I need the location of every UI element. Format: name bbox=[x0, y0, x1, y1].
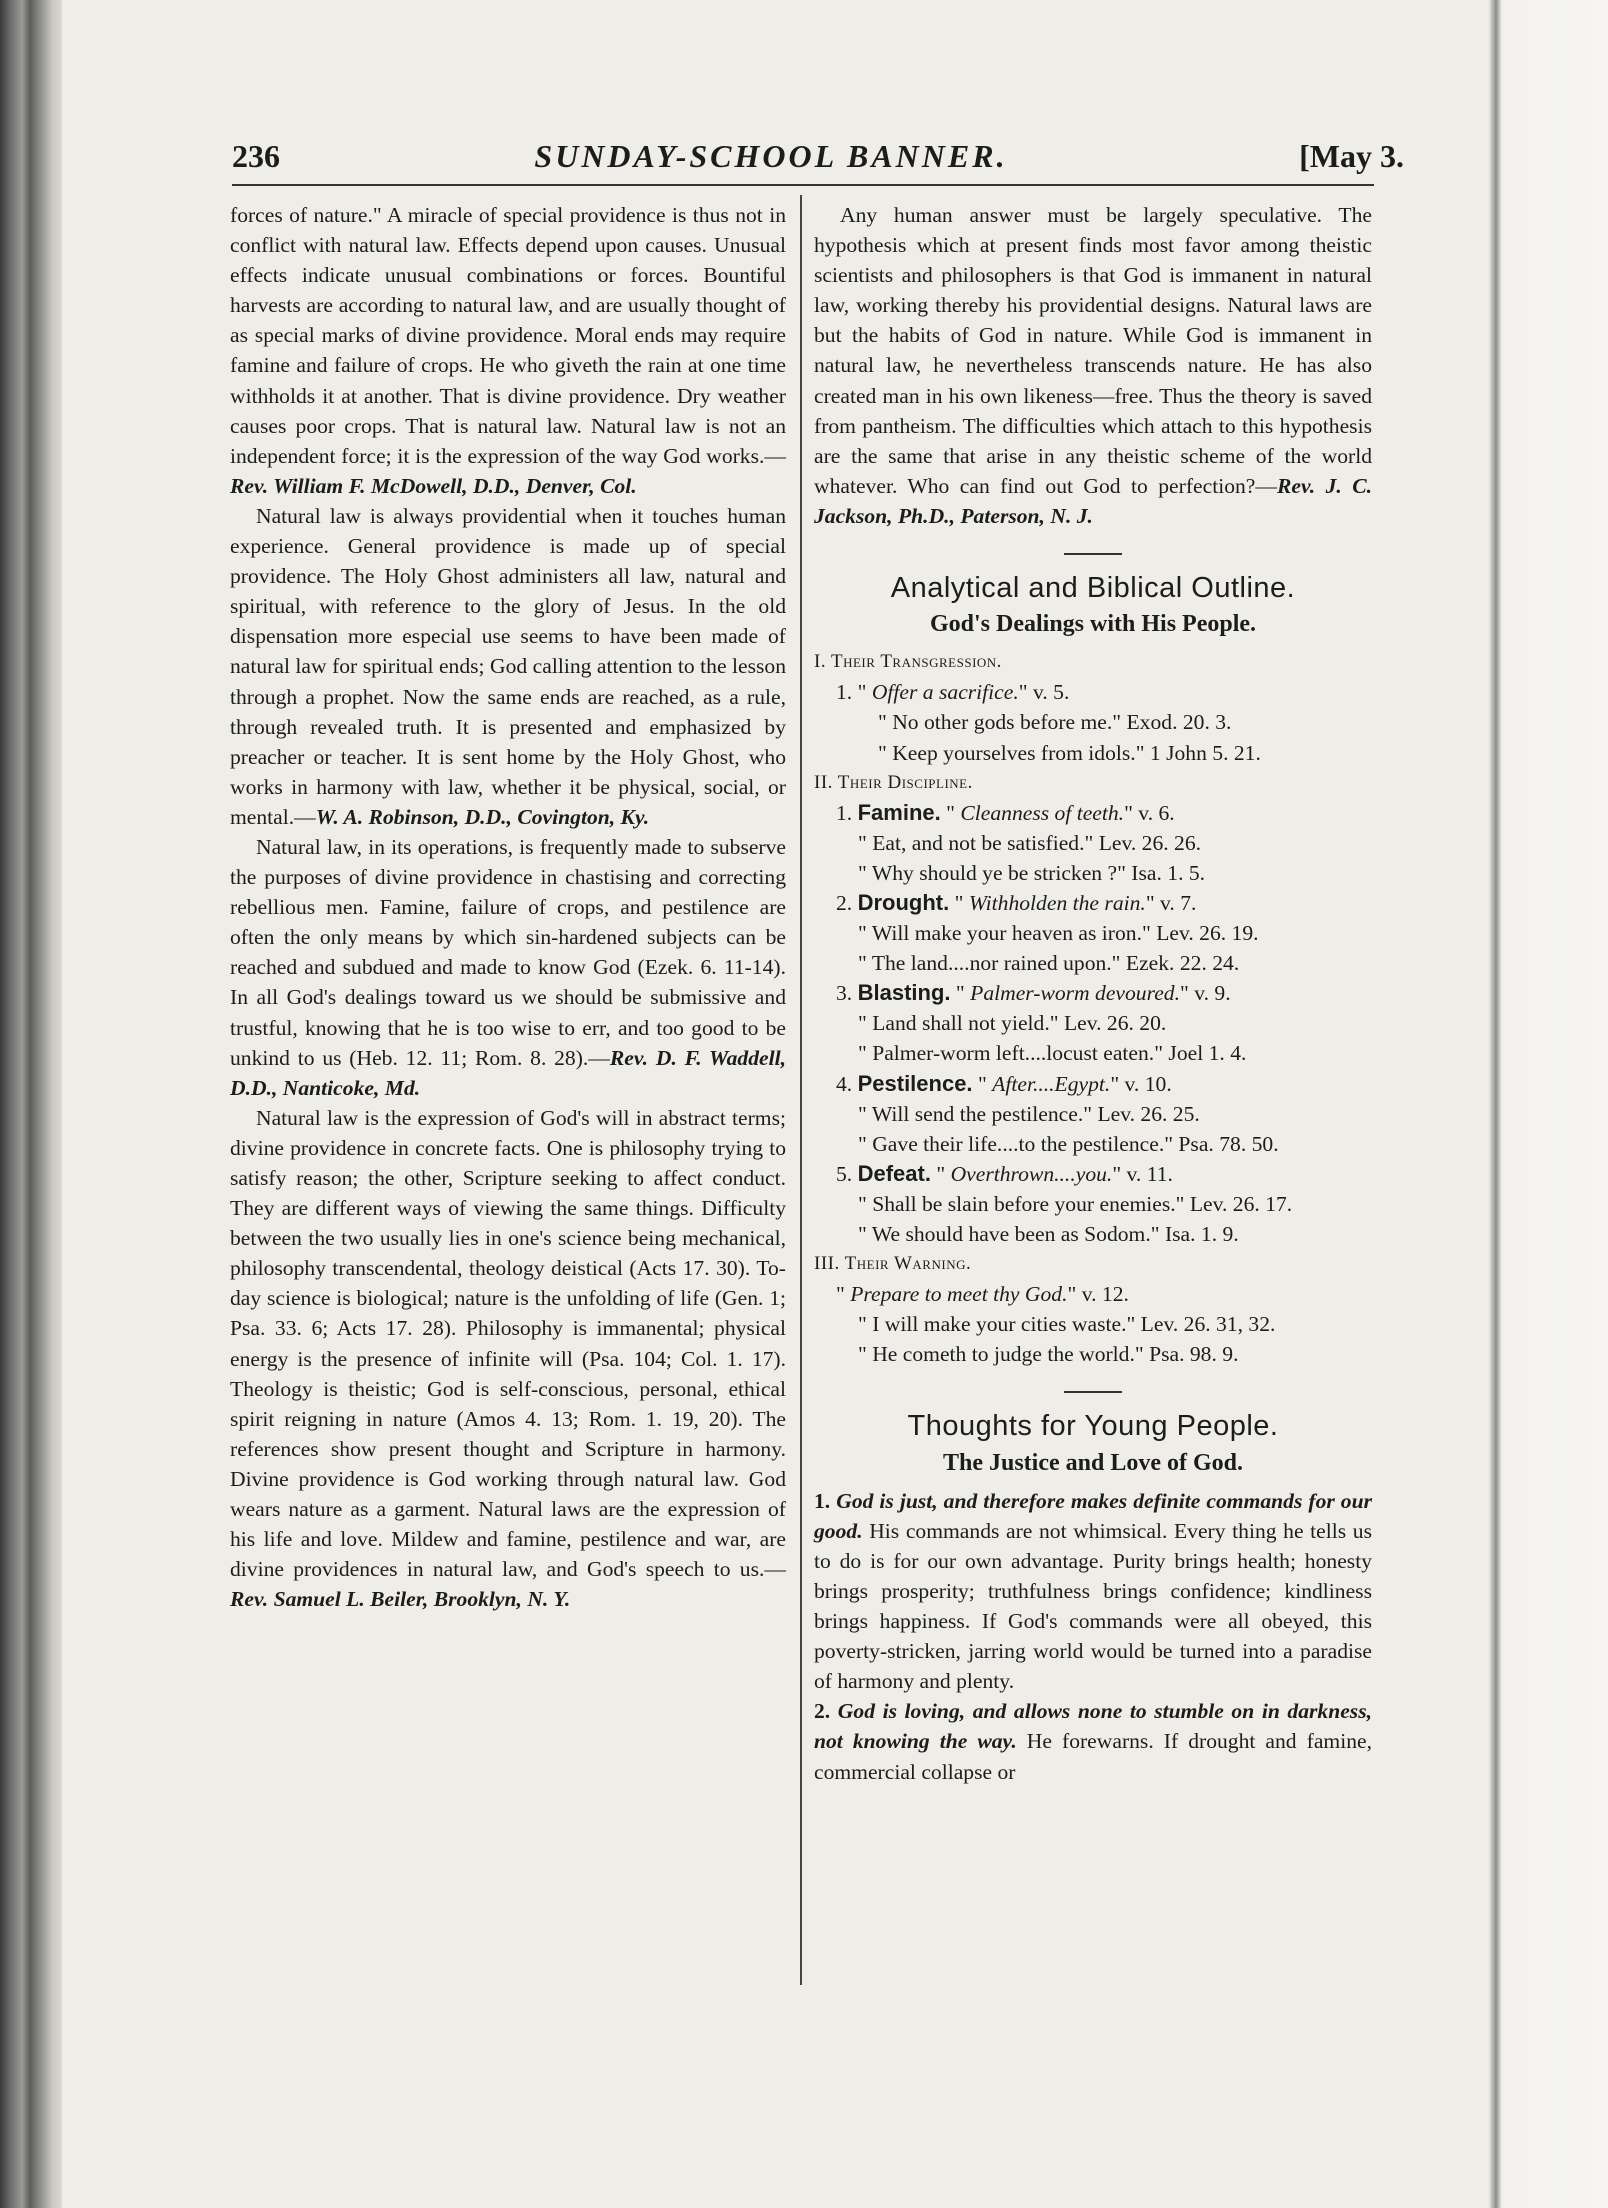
paragraph: forces of nature." A miracle of special providence is thus not in conflict with natural law. Effects depend upon causes. Unusual effects indicate unusual combinations or forces. Bountiful harvests are according to natural law, and are usually thought of as special marks of divine providence. Moral ends may require famine and failure of crops. He who giveth the rain at one time withholds it at another. That is divine providence. Dry weather causes poor crops. That is natural law. Natural law is not an independent force; it is the expression of the way God works.—Rev. William F. McDowell, D.D., Denver, Col. bbox=[230, 203, 786, 498]
outline-item: " Prepare to meet thy God." v. 12. bbox=[836, 1282, 1129, 1307]
outline-ref: " Land shall not yield." Lev. 26. 20. bbox=[858, 1011, 1167, 1036]
outline-ref: " Will make your heaven as iron." Lev. 26. 19. bbox=[858, 921, 1259, 946]
page-number: 236 bbox=[232, 138, 280, 174]
section-rule bbox=[1064, 553, 1122, 555]
left-column bbox=[230, 200, 786, 1614]
outline-ref: " I will make your cities waste." Lev. 26. 31, 32. bbox=[858, 1312, 1276, 1337]
thoughts-subtitle: The Justice and Love of God. bbox=[942, 1449, 1244, 1476]
right-column bbox=[814, 200, 1372, 1787]
outline-ref: " We should have been as Sodom." Isa. 1. 9. bbox=[858, 1222, 1239, 1246]
outline-title: Analytical and Biblical Outline. bbox=[890, 572, 1296, 605]
section-rule bbox=[1064, 1391, 1122, 1393]
outline-heading: I. Their Transgression. bbox=[814, 651, 1002, 673]
paragraph: Natural law, in its operations, is frequently made to subserve the purposes of divine providence in chastising and correcting rebellious men. Famine, failure of crops, and pestilence are often the only means by which sin-hardened subjects can be reached and subdued and made to know God (Ezek. 6. 11-14). In all God's dealings toward us we should be submissive and trustful, knowing that he is too wise to err, and too good to be unkind to us (Heb. 12. 11; Rom. 8. 28).—Rev. D. F. Waddell, D.D., Nanticoke, Md. bbox=[230, 834, 786, 1100]
paragraph: 2. God is loving, and allows none to stumble on in darkness, not knowing the way. He forewarns. If drought and famine, commercial collapse or bbox=[814, 1699, 1372, 1784]
paragraph: 1. God is just, and therefore makes definite commands for our good. His commands are not whimsical. Every thing he tells us to do is for our own advantage. Purity brings health; honesty brings prosperity; truthfulness brings confidence; kindliness brings happiness. If God's commands were all obeyed, this poverty-stricken, jarring world would be turned into a paradise of harmony and plenty. bbox=[814, 1488, 1372, 1694]
thoughts-section bbox=[814, 1486, 1372, 1787]
outline-ref: " The land....nor rained upon." Ezek. 22. 24. bbox=[858, 951, 1240, 976]
outline-ref: " He cometh to judge the world." Psa. 98. 9. bbox=[858, 1342, 1239, 1367]
running-head bbox=[168, 138, 1404, 184]
page-edge bbox=[1490, 0, 1608, 2208]
attribution: Rev. D. F. Waddell, D.D., Nanticoke, Md. bbox=[230, 1045, 786, 1100]
outline-ref: " Palmer-worm left....locust eaten." Joel 1. 4. bbox=[858, 1041, 1247, 1066]
outline-heading: II. Their Discipline. bbox=[814, 771, 973, 793]
column-divider bbox=[800, 195, 802, 1985]
attribution: Rev. Samuel L. Beiler, Brooklyn, N. Y. bbox=[230, 1587, 571, 1612]
outline-ref: " Why should ye be stricken ?" Isa. 1. 5. bbox=[858, 860, 1206, 885]
outline-ref: " Will send the pestilence." Lev. 26. 25. bbox=[858, 1101, 1200, 1126]
book-binding bbox=[0, 0, 62, 2208]
thoughts-title: Thoughts for Young People. bbox=[907, 1410, 1279, 1443]
outline-ref: " Keep yourselves from idols." 1 John 5. 21. bbox=[878, 740, 1261, 765]
outline-item: 1. " Offer a sacrifice." v. 5. bbox=[836, 680, 1070, 705]
outline-ref: " Shall be slain before your enemies." Lev. 26. 17. bbox=[858, 1191, 1293, 1216]
outline-item: 3. Blasting. " Palmer-worm devoured." v. 9. bbox=[836, 980, 1231, 1006]
header-rule bbox=[232, 184, 1374, 186]
outline-item: 4. Pestilence. " After....Egypt." v. 10. bbox=[836, 1070, 1172, 1096]
outline-ref: " Eat, and not be satisfied." Lev. 26. 26. bbox=[858, 830, 1202, 855]
attribution: Rev. William F. McDowell, D.D., Denver, Col. bbox=[230, 473, 637, 498]
outline-ref: " Gave their life....to the pestilence." Psa. 78. 50. bbox=[858, 1131, 1279, 1156]
paragraph: Natural law is always providential when it touches human experience. General providence is made up of special providence. The Holy Ghost administers all law, natural and spiritual, with reference to the glory of Jesus. In the old dispensation more especial use seems to have been made of natural law for spiritual ends; God calling attention to the lesson through a prophet. Now the same ends are reached, as a rule, through revealed truth. It is presented and emphasized by preacher or teacher. It is sent home by the Holy Ghost, who works in harmony with law, whether it be physical, social, or mental.—W. A. Robinson, D.D., Covington, Ky. bbox=[230, 503, 786, 829]
outline-ref: " No other gods before me." Exod. 20. 3. bbox=[878, 710, 1232, 735]
outline bbox=[814, 647, 1372, 1369]
outline-item: 1. Famine. " Cleanness of teeth." v. 6. bbox=[836, 799, 1175, 825]
paragraph: Natural law is the expression of God's will in abstract terms; divine providence in concrete facts. One is philosophy trying to satisfy reason; the other, Scripture seeking to affect conduct. They are different ways of viewing the same things. Difficulty between the two usually lies in one's science being mechanical, philosophy transcendental, theology deistical (Acts 17. 30). To-day science is biological; nature is the unfolding of life (Gen. 1; Psa. 33. 6; Acts 17. 28). Philosophy is immanental; physical energy is the presence of infinite will (Psa. 104; Col. 1. 17). Theology is theistic; God is self-conscious, personal, ethical spirit reigning in nature (Amos 4. 13; Rom. 1. 19, 20). The references show present thought and Scripture in harmony. Divine providence is God working through natural law. God wears nature as a garment. Natural laws are the expression of his life and love. Mildew and famine, pestilence and war, are divine providences in natural law, and God's speech to us.—Rev. Samuel L. Beiler, Brooklyn, N. Y. bbox=[230, 1105, 786, 1612]
issue-date: [May 3. bbox=[1299, 138, 1404, 174]
outline-item: 5. Defeat. " Overthrown....you." v. 11. bbox=[836, 1160, 1173, 1186]
paragraph: Any human answer must be largely speculative. The hypothesis which at present finds most favor among theistic scientists and philosophers is that God is immanent in natural law, working thereby his providential designs. Natural laws are but the habits of God in nature. While God is immanent in natural law, he nevertheless transcends nature. He has also created man in his own likeness—free. Thus the theory is saved from pantheism. The difficulties which attach to this hypothesis are the same that arise in any theistic scheme of the world whatever. Who can find out God to perfection?—Rev. J. C. Jackson, Ph.D., Paterson, N. J. bbox=[814, 203, 1372, 528]
outline-subtitle: God's Dealings with His People. bbox=[929, 611, 1257, 638]
attribution: Rev. J. C. Jackson, Ph.D., Paterson, N. J. bbox=[814, 473, 1372, 528]
outline-heading: III. Their Warning. bbox=[814, 1253, 972, 1275]
attribution: W. A. Robinson, D.D., Covington, Ky. bbox=[315, 804, 650, 829]
outline-item: 2. Drought. " Withholden the rain." v. 7. bbox=[836, 889, 1197, 915]
publication-title: SUNDAY-SCHOOL BANNER. bbox=[534, 138, 1008, 174]
